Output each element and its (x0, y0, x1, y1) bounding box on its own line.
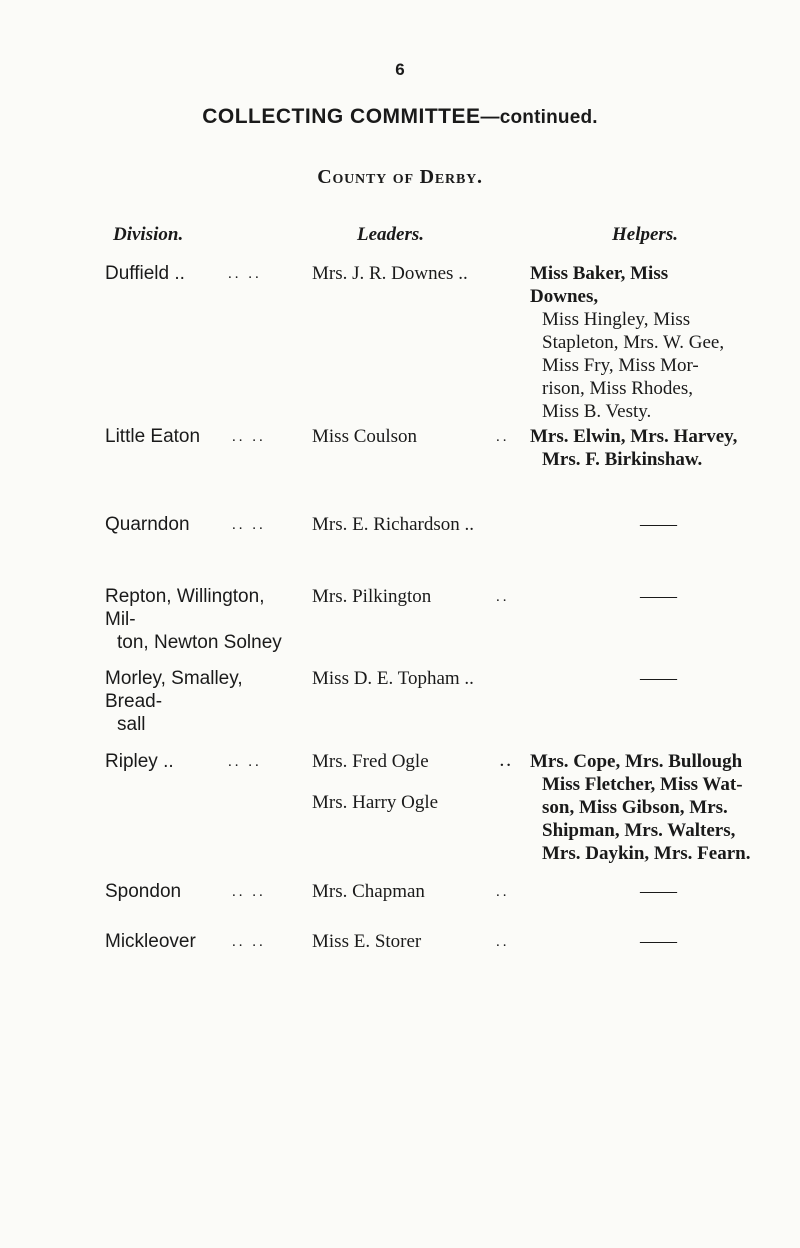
helper-cell (640, 667, 800, 690)
helper-cell (530, 425, 760, 471)
page-title (0, 105, 800, 129)
division-line: Ripley .. (105, 751, 174, 772)
leader-line: Mrs. Pilkington (312, 586, 432, 607)
division-line: Quarndon (105, 514, 190, 535)
leader-dots: .. .. (232, 517, 266, 533)
leader-dots: .. (496, 589, 510, 605)
helper-cell (640, 513, 800, 536)
helpers-header: Helpers. (612, 224, 678, 245)
helper-line: Miss Fletcher, Miss Wat- (542, 774, 743, 795)
division-cell (105, 513, 295, 536)
helper-line: Shipman, Mrs. Walters, (542, 820, 736, 841)
helper-cell (640, 585, 800, 608)
leader-line (312, 773, 512, 791)
leader-cell (312, 667, 512, 690)
leader-cell (312, 750, 512, 814)
division-line: Spondon (105, 881, 182, 902)
division-line: Repton, Willington, Mil- (105, 586, 265, 630)
division-cell (105, 750, 295, 773)
division-cell (105, 930, 295, 953)
leader-line: Mrs. E. Richardson .. (312, 514, 475, 535)
leader-line: Mrs. J. R. Downes .. (312, 263, 468, 284)
leader-cell (312, 880, 512, 903)
empty-dash: —— (640, 586, 676, 607)
leader-line: Miss Coulson (312, 426, 418, 447)
empty-dash: —— (640, 881, 676, 902)
leader-dots: .. .. (228, 266, 262, 282)
leader-dots: .. .. (232, 429, 266, 445)
division-cell (105, 667, 295, 736)
division-line: Little Eaton (105, 426, 201, 447)
helper-line: son, Miss Gibson, Mrs. (542, 797, 728, 818)
leader-line: Mrs. Chapman (312, 881, 425, 902)
leader-line: Miss E. Storer (312, 931, 422, 952)
leader-cell (312, 513, 512, 536)
empty-dash: —— (640, 514, 676, 535)
leader-cell (312, 930, 512, 953)
leader-dots: .. (496, 884, 510, 900)
leaders-header: Leaders. (357, 224, 425, 245)
division-cell (105, 880, 295, 903)
leader-dots: .. .. (232, 934, 266, 950)
leader-cell (312, 262, 512, 285)
division-line: ton, Newton Solney (117, 632, 282, 653)
county-subtitle: County of Derby. (317, 166, 483, 188)
empty-dash: —— (640, 931, 676, 952)
helper-line: Mrs. Daykin, Mrs. Fearn. (542, 843, 751, 864)
division-cell (105, 585, 295, 654)
helper-line: Stapleton, Mrs. W. Gee, (542, 332, 725, 353)
leader-dots: .. .. (228, 754, 262, 770)
leader-dots: .. (496, 934, 510, 950)
helper-line: Mrs. Elwin, Mrs. Harvey, (530, 426, 738, 447)
division-line: sall (117, 714, 146, 735)
helper-cell (640, 930, 800, 953)
helper-line: Miss B. Vesty. (542, 401, 652, 422)
helper-line: Mrs. Cope, Mrs. Bullough (530, 751, 743, 772)
empty-dash: —— (640, 668, 676, 689)
division-line: Morley, Smalley, Bread- (105, 668, 243, 712)
helper-line: Miss Fry, Miss Mor- (542, 355, 699, 376)
leader-dots: .. (496, 429, 510, 445)
page-number: 6 (395, 60, 405, 79)
leader-line: Miss D. E. Topham .. (312, 668, 474, 689)
leader-cell (312, 425, 512, 448)
division-cell (105, 425, 295, 448)
division-line: Mickleover (105, 931, 196, 952)
title-main: COLLECTING COMMITTEE (202, 105, 481, 128)
division-header: Division. (113, 224, 184, 245)
helper-line: Mrs. F. Birkinshaw. (542, 449, 703, 470)
helper-cell (530, 262, 730, 423)
helper-cell (640, 880, 800, 903)
helper-line: rison, Miss Rhodes, (542, 378, 693, 399)
division-cell (105, 262, 295, 285)
leader-line: Mrs. Harry Ogle (312, 792, 439, 813)
leader-line: Mrs. Fred Ogle (312, 751, 429, 772)
division-line: Duffield .. (105, 263, 185, 284)
leader-dots: .. .. (232, 884, 266, 900)
helper-line: Miss Hingley, Miss (542, 309, 691, 330)
leader-cell (312, 585, 512, 608)
helper-cell (530, 750, 760, 865)
helper-line: Miss Baker, Miss Downes, (530, 263, 669, 307)
leader-dots: .. (500, 754, 514, 770)
title-suffix: —continued. (480, 107, 598, 128)
